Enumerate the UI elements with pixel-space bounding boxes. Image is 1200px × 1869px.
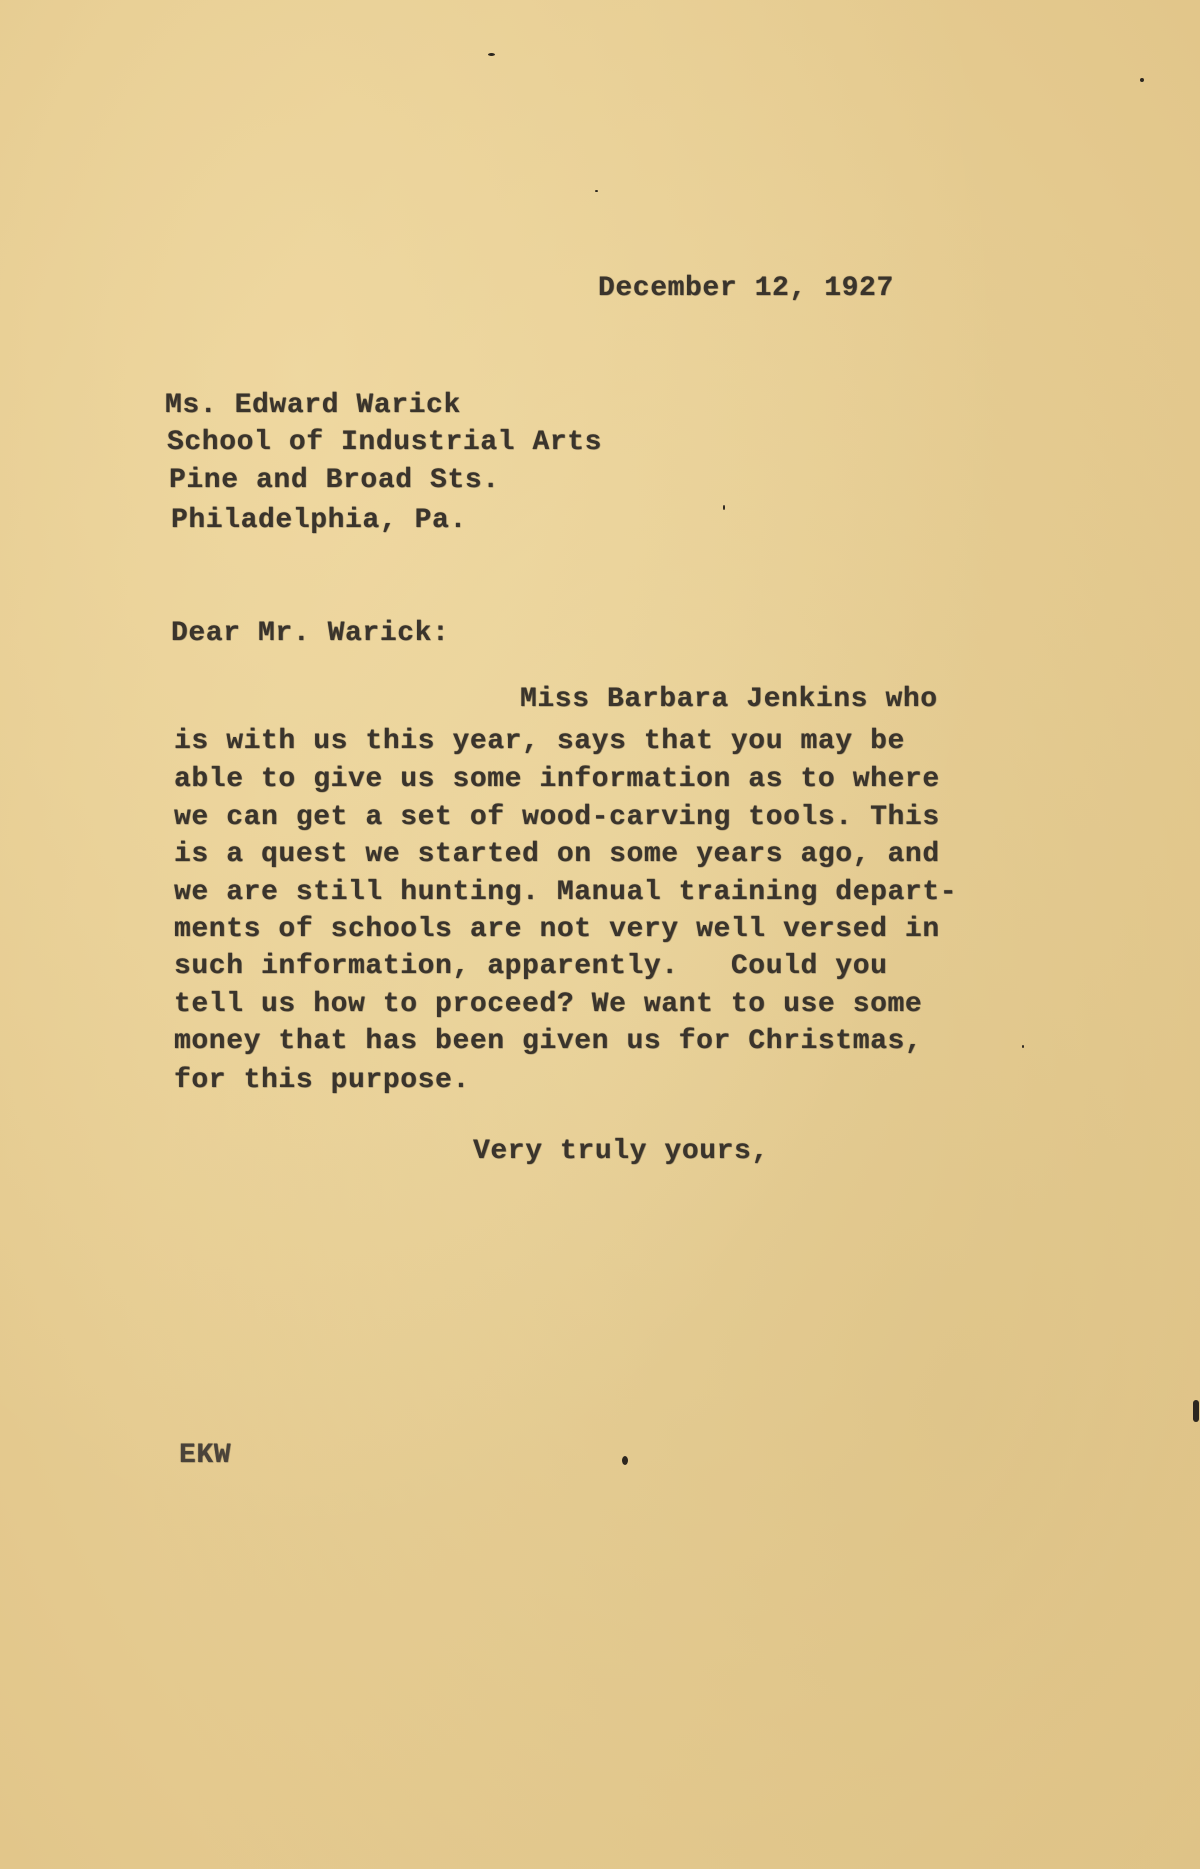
body-line: able to give us some information as to where bbox=[174, 764, 940, 795]
ink-speck bbox=[622, 1456, 628, 1465]
body-line: Miss Barbara Jenkins who bbox=[520, 684, 938, 715]
ink-speck bbox=[1140, 78, 1144, 82]
body-line: we can get a set of wood-carving tools. This bbox=[174, 802, 940, 833]
body-line: is with us this year, says that you may be bbox=[174, 726, 905, 757]
letter-closing: Very truly yours, bbox=[473, 1136, 769, 1167]
typist-initials: EKW bbox=[179, 1440, 232, 1471]
ink-speck bbox=[723, 505, 725, 510]
ink-speck bbox=[595, 190, 598, 192]
recipient-organization: School of Industrial Arts bbox=[167, 427, 603, 458]
body-line: money that has been given us for Christmas, bbox=[174, 1026, 923, 1057]
ink-speck bbox=[1022, 1045, 1024, 1048]
recipient-city: Philadelphia, Pa. bbox=[171, 505, 467, 536]
body-line: for this purpose. bbox=[174, 1065, 470, 1096]
body-line: ments of schools are not very well versed in bbox=[174, 914, 940, 945]
ink-speck bbox=[488, 53, 495, 56]
recipient-street: Pine and Broad Sts. bbox=[169, 465, 500, 496]
body-line: such information, apparently. Could you bbox=[174, 951, 888, 982]
body-line: we are still hunting. Manual training depart- bbox=[174, 877, 958, 908]
recipient-name: Ms. Edward Warick bbox=[165, 390, 461, 421]
body-line: tell us how to proceed? We want to use some bbox=[174, 989, 923, 1020]
letter-date: December 12, 1927 bbox=[598, 273, 894, 304]
ink-speck bbox=[1193, 1400, 1199, 1422]
salutation: Dear Mr. Warick: bbox=[171, 618, 450, 649]
body-line: is a quest we started on some years ago, and bbox=[174, 839, 940, 870]
